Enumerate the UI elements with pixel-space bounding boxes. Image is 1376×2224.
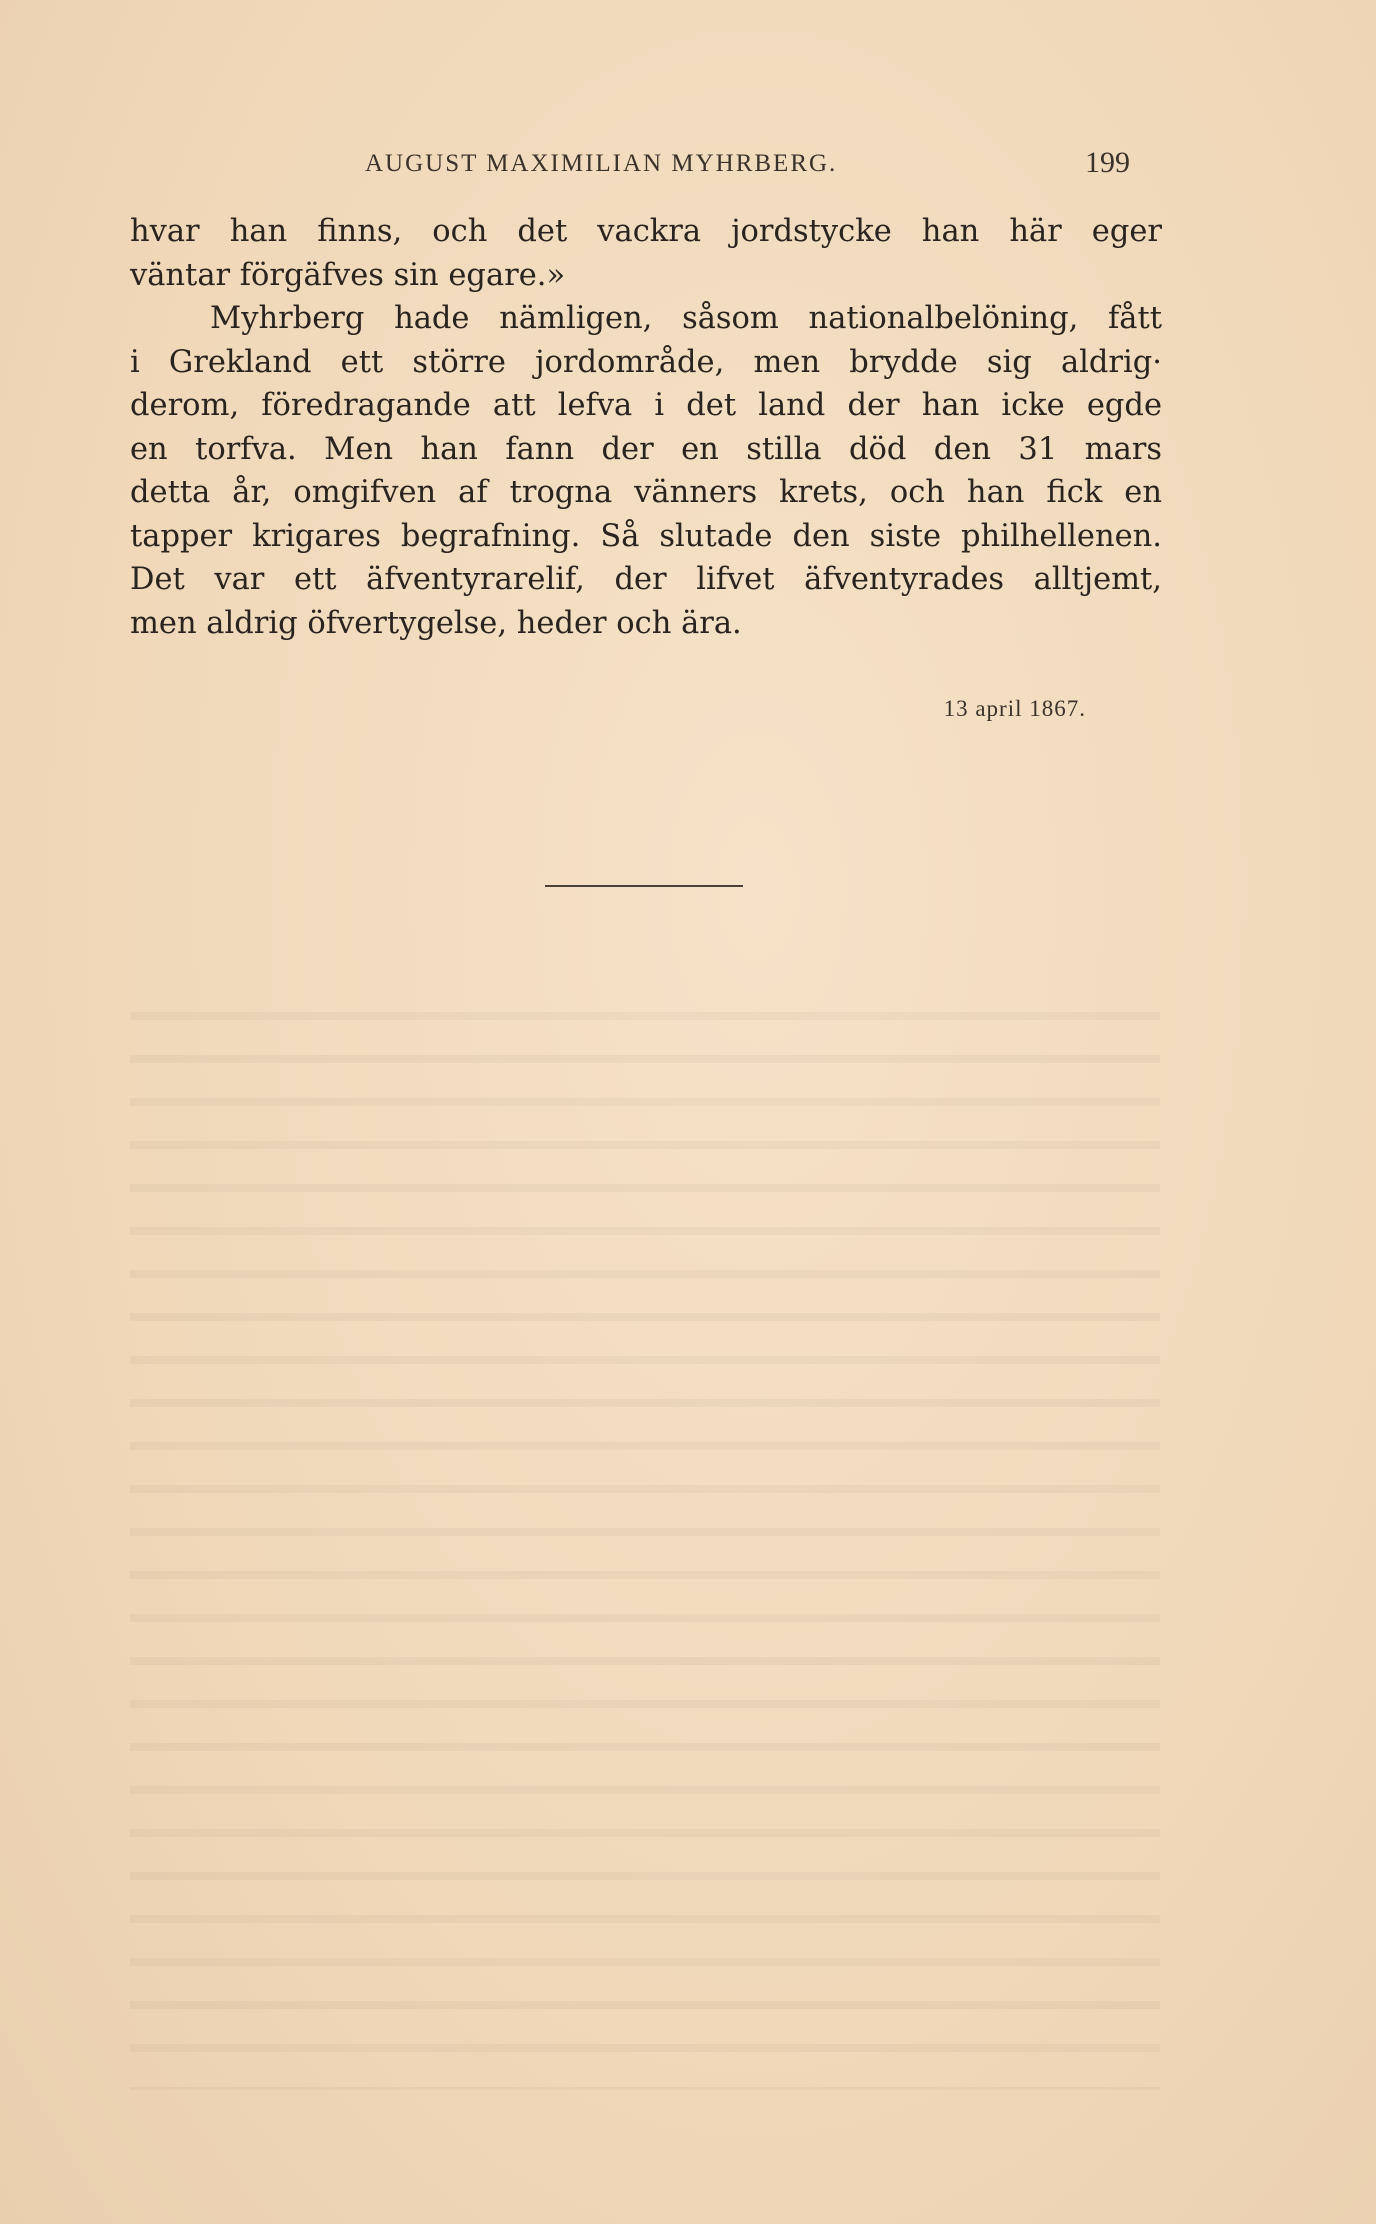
- body-text: [130, 210, 1162, 645]
- text-line: hvar han finns, och det vackra jordstycke han här eger: [130, 214, 1162, 249]
- text-line: tapper krigares begrafning. Så slutade den siste philhellenen.: [130, 518, 1162, 554]
- text-line: väntar förgäfves sin egare.»: [130, 257, 566, 293]
- paper-show-through: [130, 990, 1160, 2090]
- running-head: [130, 146, 1130, 190]
- text-line: detta år, omgifven af trogna vänners krets, och han fick en: [130, 475, 1162, 510]
- text-line: en torfva. Men han fann der en stilla död den 31 mars: [130, 431, 1162, 467]
- paragraph-2: [130, 297, 1162, 645]
- text-line: Myhrberg hade nämligen, såsom nationalbelöning, fått: [210, 301, 1162, 336]
- section-divider-rule: [545, 885, 743, 887]
- text-line: men aldrig öfvertygelse, heder och ära.: [130, 605, 742, 641]
- page-number: 199: [1085, 146, 1130, 179]
- paragraph-1: [130, 210, 1162, 297]
- dateline: 13 april 1867.: [943, 696, 1086, 721]
- running-title: AUGUST MAXIMILIAN MYHRBERG.: [365, 150, 838, 177]
- text-line: derom, föredragande att lefva i det land der han icke egde: [130, 388, 1162, 423]
- text-line: Det var ett äfventyrarelif, der lifvet äfventyrades alltjemt,: [130, 562, 1162, 597]
- text-line: i Grekland ett större jordområde, men brydde sig aldrig·: [130, 344, 1162, 380]
